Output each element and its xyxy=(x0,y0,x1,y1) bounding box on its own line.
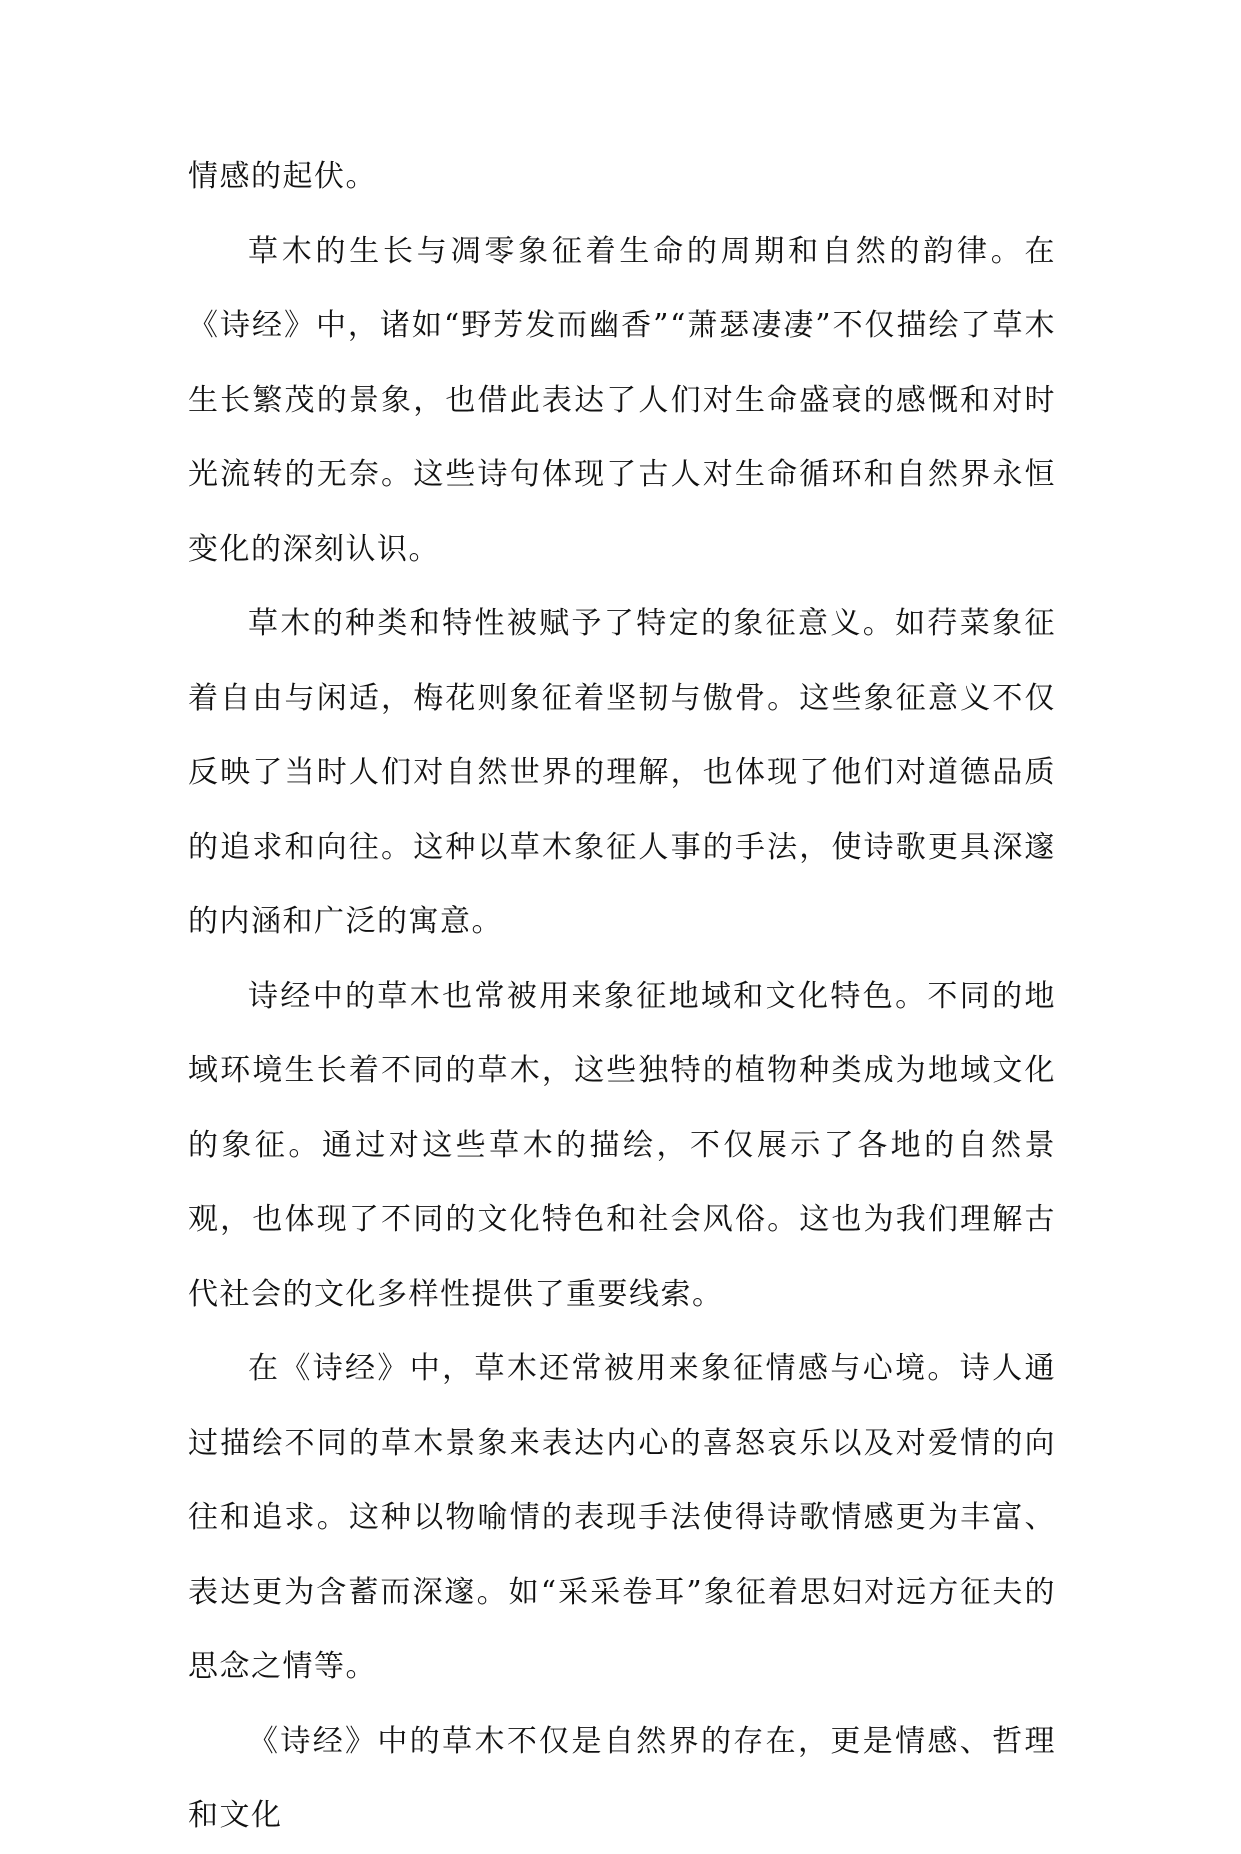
document-body xyxy=(188,140,1056,1854)
paragraph-1: 情感的起伏。 xyxy=(188,159,377,194)
paragraph-2: 草木的生长与凋零象征着生命的周期和自然的韵律。在《诗经》中，诸如“野芳发而幽香”“萧瑟凄凄”不仅描绘了草木生长繁茂的景象，也借此表达了人们对生命盛衰的感慨和对时光流转的无奈。这些诗句体现了古人对生命循环和自然界永恒变化的深刻认识。 xyxy=(188,233,1056,567)
paragraph-4: 诗经中的草木也常被用来象征地域和文化特色。不同的地域环境生长着不同的草木，这些独特的植物种类成为地域文化的象征。通过对这些草木的描绘，不仅展示了各地的自然景观，也体现了不同的文化特色和社会风俗。这也为我们理解古代社会的文化多样性提供了重要线索。 xyxy=(188,978,1056,1312)
paragraph-6: 《诗经》中的草木不仅是自然界的存在，更是情感、哲理和文化 xyxy=(188,1723,1056,1833)
paragraph-5: 在《诗经》中，草木还常被用来象征情感与心境。诗人通过描绘不同的草木景象来表达内心的喜怒哀乐以及对爱情的向往和追求。这种以物喻情的表现手法使得诗歌情感更为丰富、表达更为含蓄而深邃。如“采采卷耳”象征着思妇对远方征夫的思念之情等。 xyxy=(188,1351,1056,1684)
paragraph-3: 草木的种类和特性被赋予了特定的象征意义。如荇菜象征着自由与闲适，梅花则象征着坚韧与傲骨。这些象征意义不仅反映了当时人们对自然世界的理解，也体现了他们对道德品质的追求和向往。这种以草木象征人事的手法，使诗歌更具深邃的内涵和广泛的寓意。 xyxy=(188,606,1056,939)
